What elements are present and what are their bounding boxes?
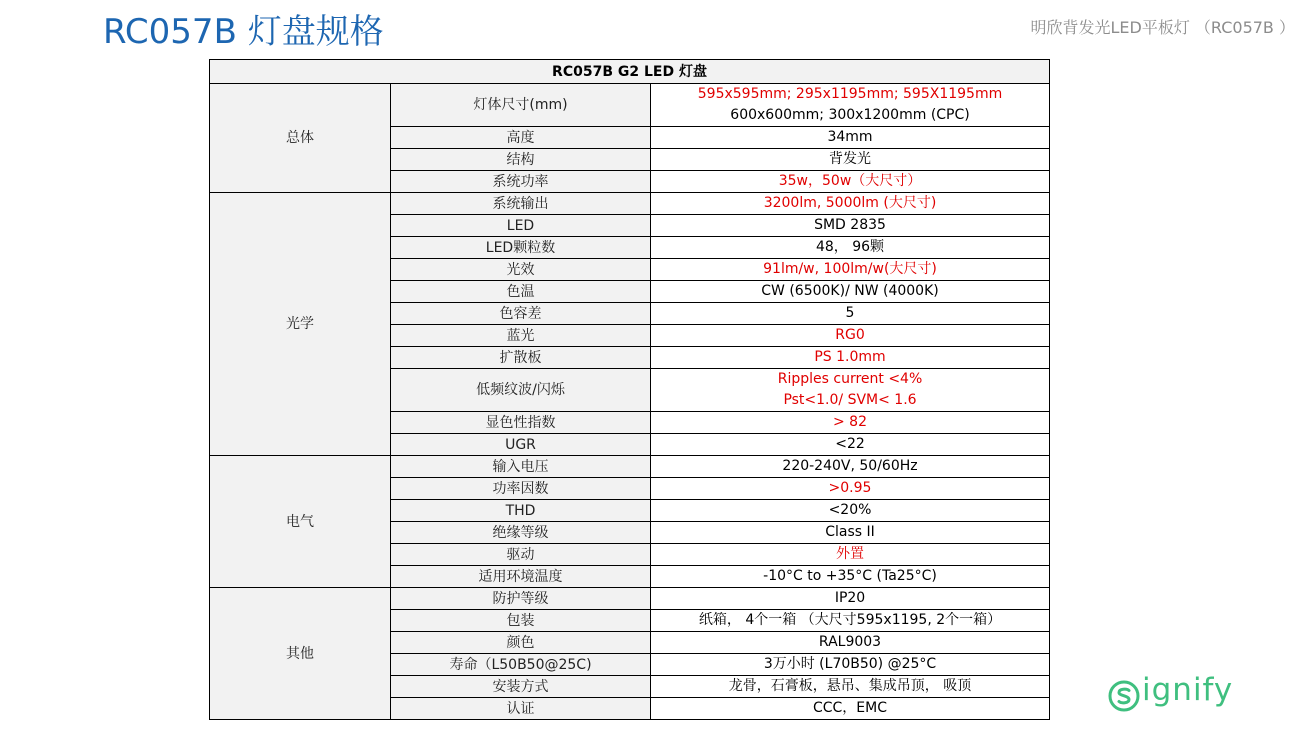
spec-value-cell: [651, 303, 1050, 325]
spec-value-cell: [651, 544, 1050, 566]
spec-value-cell: [651, 369, 1050, 412]
spec-value-text: <20%: [828, 502, 872, 518]
spec-label-cell: 灯体尺寸(mm): [391, 84, 651, 127]
spec-value-cell: [651, 412, 1050, 434]
spec-label-cell: 扩散板: [391, 347, 651, 369]
spec-value-text: Class II: [825, 524, 875, 540]
group-cell: 光学: [210, 193, 391, 456]
spec-value-cell: [651, 149, 1050, 171]
spec-value-text: Pst<1.0/ SVM< 1.6: [783, 392, 917, 408]
spec-label-cell: LED颗粒数: [391, 237, 651, 259]
spec-value-text: 龙骨，石膏板，悬吊、集成吊顶， 吸顶: [728, 678, 972, 694]
spec-label-cell: 低频纹波/闪烁: [391, 369, 651, 412]
spec-value-text: -10°C to +35°C (Ta25°C): [763, 568, 937, 584]
table-header-row: [210, 60, 1050, 84]
spec-value-cell: [651, 325, 1050, 347]
spec-value-cell: [651, 698, 1050, 720]
spec-value-text: 3万小时 (L70B50) @25°C: [763, 656, 937, 672]
spec-value-cell: [651, 127, 1050, 149]
spec-value-text: CCC，EMC: [812, 700, 888, 716]
spec-value-cell: [651, 522, 1050, 544]
spec-label-cell: 颜色: [391, 632, 651, 654]
spec-label-cell: 功率因数: [391, 478, 651, 500]
spec-value-text: 600x600mm; 300x1200mm (CPC): [730, 107, 970, 123]
spec-value-text: 34mm: [827, 129, 873, 145]
spec-label-cell: 蓝光: [391, 325, 651, 347]
spec-value-text: CW (6500K)/ NW (4000K): [761, 283, 939, 299]
spec-value-text: >0.95: [828, 480, 872, 496]
spec-value-text: 纸箱， 4个一箱 （大尺寸595x1195, 2个一箱）: [698, 612, 1002, 628]
spec-value-text: 背发光: [829, 151, 871, 167]
spec-value-cell: [651, 588, 1050, 610]
spec-value-cell: [651, 632, 1050, 654]
spec-label-cell: THD: [391, 500, 651, 522]
spec-value-cell: [651, 281, 1050, 303]
spec-value-text: 5: [845, 305, 855, 321]
spec-value-cell: [651, 566, 1050, 588]
group-cell: 总体: [210, 84, 391, 193]
table-caption: RC057B G2 LED 灯盘: [210, 60, 1050, 84]
spec-label-cell: 安装方式: [391, 676, 651, 698]
spec-value-cell: [651, 259, 1050, 281]
spec-table: [209, 59, 1050, 720]
spec-value-cell: [651, 193, 1050, 215]
spec-label-cell: 光效: [391, 259, 651, 281]
table-row: [210, 588, 1050, 610]
spec-value-cell: [651, 610, 1050, 632]
spec-label-cell: 显色性指数: [391, 412, 651, 434]
spec-label-cell: 高度: [391, 127, 651, 149]
table-row: [210, 456, 1050, 478]
spec-value-text: PS 1.0mm: [814, 349, 886, 365]
spec-label-cell: 适用环境温度: [391, 566, 651, 588]
spec-label-cell: 结构: [391, 149, 651, 171]
spec-value-cell: [651, 237, 1050, 259]
page-subtitle: 明欣背发光LED平板灯 （RC057B ）: [1030, 18, 1295, 37]
spec-label-cell: 输入电压: [391, 456, 651, 478]
spec-value-text: IP20: [834, 590, 866, 606]
spec-label-cell: 色温: [391, 281, 651, 303]
spec-value-text: <22: [835, 436, 865, 452]
spec-label-cell: 色容差: [391, 303, 651, 325]
table-row: [210, 193, 1050, 215]
spec-value-cell: [651, 434, 1050, 456]
spec-label-cell: LED: [391, 215, 651, 237]
spec-label-cell: 寿命（L50B50@25C): [391, 654, 651, 676]
table-body: [210, 84, 1050, 720]
spec-value-cell: [651, 347, 1050, 369]
signify-logo: [1108, 672, 1284, 716]
spec-label-cell: 包装: [391, 610, 651, 632]
spec-value-cell: [651, 500, 1050, 522]
spec-value-cell: [651, 478, 1050, 500]
spec-value-text: 外置: [836, 546, 864, 562]
spec-label-cell: 系统输出: [391, 193, 651, 215]
table-row: [210, 84, 1050, 127]
group-cell: 电气: [210, 456, 391, 588]
spec-label-cell: 防护等级: [391, 588, 651, 610]
logo-wordmark: ignify: [1142, 672, 1234, 708]
spec-value-text: 35w，50w（大尺寸）: [778, 173, 922, 189]
spec-value-cell: [651, 456, 1050, 478]
spec-value-text: SMD 2835: [814, 217, 886, 233]
spec-value-cell: [651, 215, 1050, 237]
spec-value-text: 48， 96颗: [815, 239, 885, 255]
spec-label-cell: 绝缘等级: [391, 522, 651, 544]
page-title: RC057B 灯盘规格: [103, 12, 384, 52]
spec-value-text: RAL9003: [818, 634, 882, 650]
spec-value-text: 3200lm, 5000lm (大尺寸): [763, 195, 937, 211]
spec-value-cell: [651, 171, 1050, 193]
signify-s-logo-icon: [1108, 680, 1140, 712]
group-cell: 其他: [210, 588, 391, 720]
spec-label-cell: UGR: [391, 434, 651, 456]
spec-label-cell: 认证: [391, 698, 651, 720]
spec-value-text: > 82: [833, 414, 867, 430]
spec-value-text: 91lm/w, 100lm/w(大尺寸): [763, 261, 937, 277]
spec-value-cell: [651, 676, 1050, 698]
spec-value-text: RG0: [835, 327, 865, 343]
spec-value-cell: [651, 654, 1050, 676]
spec-value-cell: [651, 84, 1050, 127]
spec-label-cell: 驱动: [391, 544, 651, 566]
spec-value-text: 220-240V, 50/60Hz: [782, 458, 918, 474]
spec-value-text: Ripples current <4%: [777, 371, 923, 387]
spec-label-cell: 系统功率: [391, 171, 651, 193]
spec-value-text: 595x595mm; 295x1195mm; 595X1195mm: [697, 86, 1003, 102]
